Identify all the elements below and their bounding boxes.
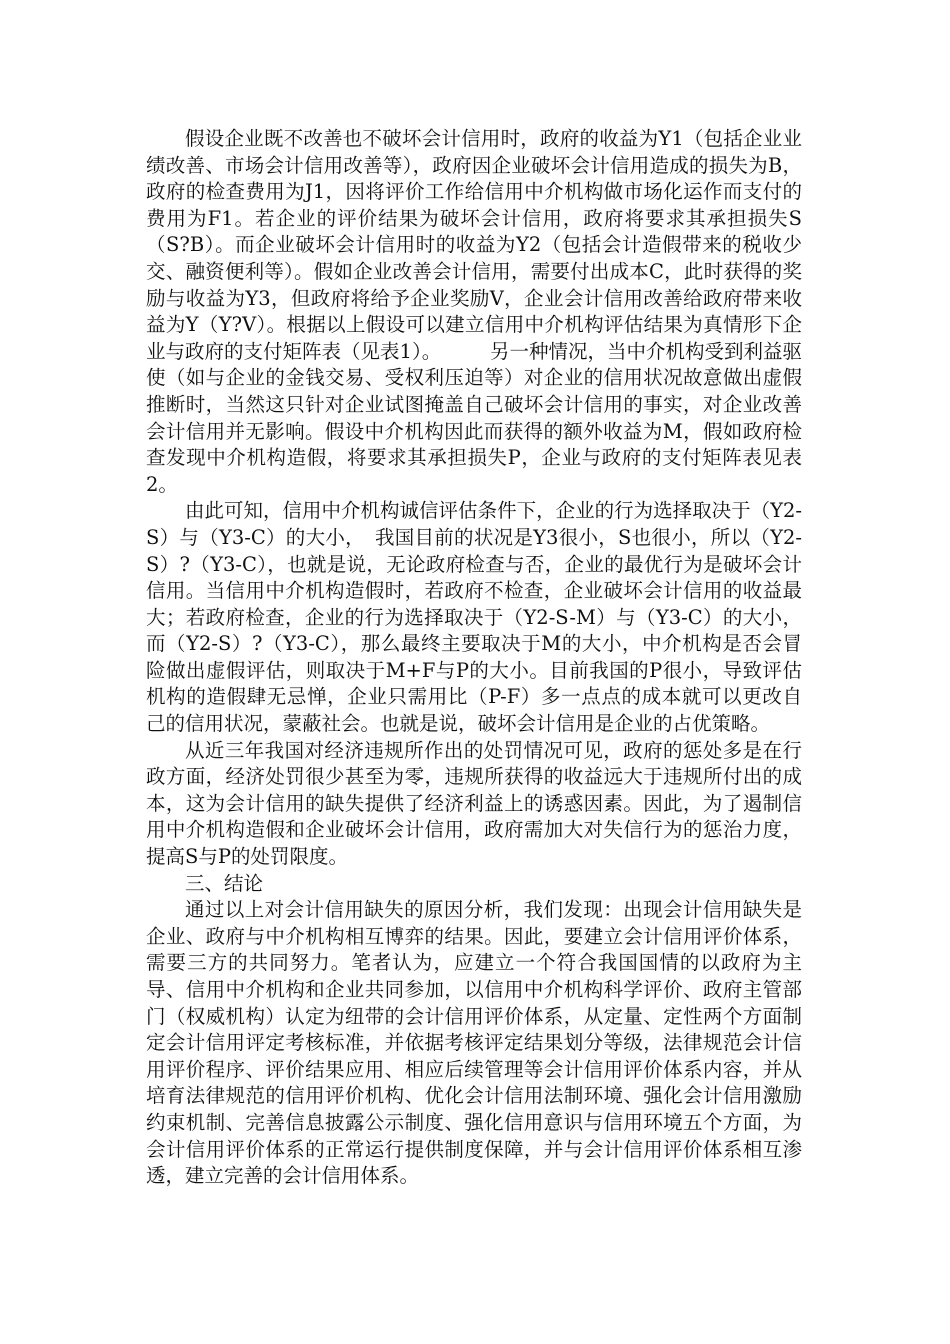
document-body	[146, 126, 802, 1190]
paragraph-assumptions: 假设企业既不改善也不破坏会计信用时，政府的收益为Y1（包括企业业绩改善、市场会计信用改善等），政府因企业破坏会计信用造成的损失为B，政府的检查费用为J1，因将评价工作给信用中介机构做市场化运作而支付的费用为F1。若企业的评价结果为破坏会计信用，政府将要求其承担损失S（S?B）。而企业破坏会计信用时的收益为Y2（包括会计造假带来的税收少交、融资便利等）。假如企业改善会计信用，需要付出成本C，此时获得的奖励与收益为Y3，但政府将给予企业奖励V，企业会计信用改善给政府带来收益为Y（Y?V）。根据以上假设可以建立信用中介机构评估结果为真情形下企业与政府的支付矩阵表（见表1）。 另一种情况，当中介机构受到利益驱使（如与企业的金钱交易、受权利压迫等）对企业的信用状况故意做出虚假推断时，当然这只针对企业试图掩盖自己破坏会计信用的事实，对企业改善会计信用并无影响。假设中介机构因此而获得的额外收益为M，假如政府检查发现中介机构造假，将要求其承担损失P，企业与政府的支付矩阵表见表2。	[146, 127, 802, 496]
paragraph-conclusion: 通过以上对会计信用缺失的原因分析，我们发现：出现会计信用缺失是企业、政府与中介机构相互博弈的结果。因此，要建立会计信用评价体系，需要三方的共同努力。笔者认为，应建立一个符合我国国情的以政府为主导、信用中介机构和企业共同参加，以信用中介机构科学评价、政府主管部门（权威机构）认定为纽带的会计信用评价体系，从定量、定性两个方面制定会计信用评定考核标准，并依据考核评定结果划分等级，法律规范会计信用评价程序、评价结果应用、相应后续管理等会计信用评价体系内容，并从培育法律规范的信用评价机构、优化会计信用法制环境、强化会计信用激励约束机制、完善信息披露公示制度、强化信用意识与信用环境五个方面，为会计信用评价体系的正常运行提供制度保障，并与会计信用评价体系相互渗透，建立完善的会计信用体系。	[146, 898, 802, 1188]
paragraph-penalty: 从近三年我国对经济违规所作出的处罚情况可见，政府的惩处多是在行政方面，经济处罚很少甚至为零，违规所获得的收益远大于违规所付出的成本，这为会计信用的缺失提供了经济利益上的诱惑因素。因此，为了遏制信用中介机构造假和企业破坏会计信用，政府需加大对失信行为的惩治力度，提高S与P的处罚限度。	[146, 738, 802, 869]
paragraph-analysis: 由此可知，信用中介机构诚信评估条件下，企业的行为选择取决于（Y2-S）与（Y3-C）的大小， 我国目前的状况是Y3很小，S也很小，所以（Y2-S）?（Y3-C），也就是说，无论政府检查与否，企业的最优行为是破坏会计信用。当信用中介机构造假时，若政府不检查，企业破坏会计信用的收益最大；若政府检查，企业的行为选择取决于（Y2-S-M）与（Y3-C）的大小，而（Y2-S）?（Y3-C），那么最终主要取决于M的大小，中介机构是否会冒险做出虚假评估，则取决于M+F与P的大小。目前我国的P很小，导致评估机构的造假肆无忌惮，企业只需用比（P-F）多一点点的成本就可以更改自己的信用状况，蒙蔽社会。也就是说，破坏会计信用是企业的占优策略。	[146, 499, 802, 736]
section-heading-conclusion: 三、结论	[185, 871, 264, 895]
